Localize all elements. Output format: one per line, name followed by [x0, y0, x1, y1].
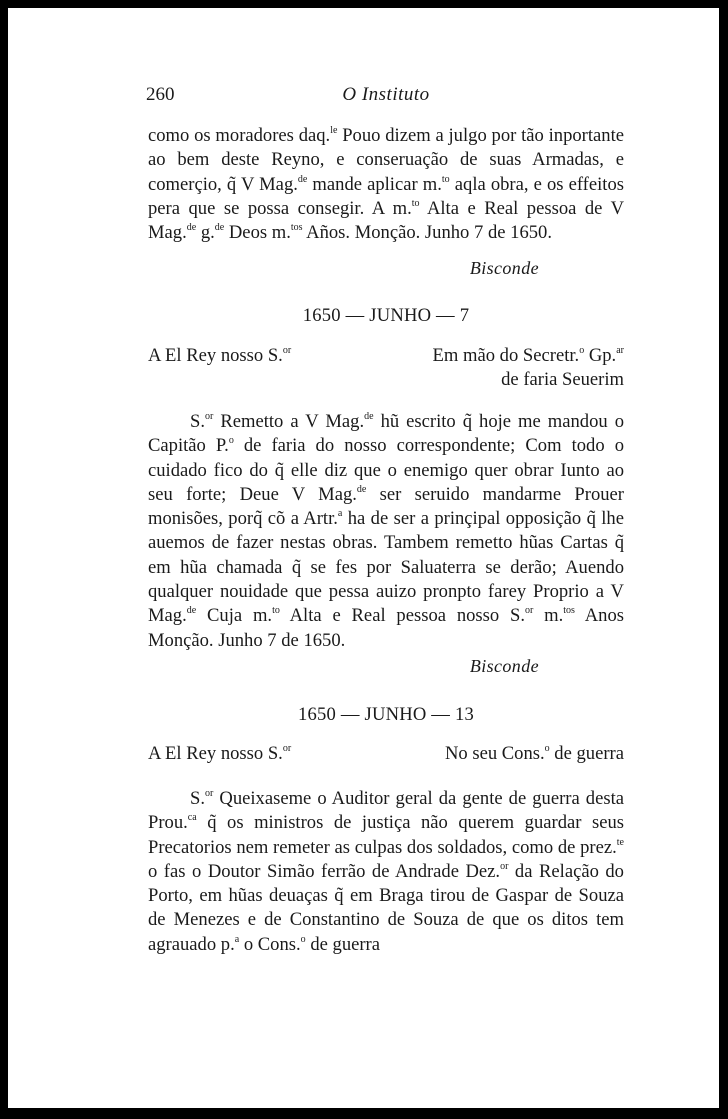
running-title: O Instituto	[342, 84, 430, 105]
date-heading-2: 1650 — JUNHO — 13	[298, 704, 474, 725]
signature-2: Bisconde	[469, 656, 539, 676]
page-header	[146, 84, 626, 110]
delivery-note-1: Em mão do Secretr.$^o$ Gp.$^{ar}$ de faria Seuerim	[432, 345, 624, 390]
letter-3-body	[148, 787, 624, 957]
address-row-1	[148, 344, 624, 394]
date-heading-1: 1650 — JUNHO — 7	[302, 305, 470, 326]
delivery-note-2: No seu Cons.$^o$ de guerra	[444, 743, 624, 764]
letter-1-paragraph: como os moradores daq.$^{le}$ Pouo dizem a julgo por tão inportante ao bem deste Reyno, e conseruação de suas Armadas, e comerçio, q̃ V Mag.$^{de}$ mande aplicar m.$^{to}$ aqla obra, e os effeitos pera que se possa consegir. A m.$^{to}$ Alta e Real pessoa de V Mag.$^{de}$ g.$^{de}$ Deos m.$^{tos}$ Años. Monção. Junho 7 de 1650.	[148, 125, 625, 244]
letter-2-body	[148, 410, 624, 653]
letter-3-paragraph: S.$^{or}$ Queixaseme o Auditor geral da gente de guerra desta Prou.$^{ca}$ q̃ os ministros de justiça não querem guardar seus Precatorios nem remeter as culpas dos soldados, como de prez.$^{te}$ o fas o Doutor Simão ferrão de Andrade Dez.$^{or}$ da Relação do Porto, em hũas deuaças q̃ em Braga tirou de Gaspar de Souza de Menezes e de Constantino de Souza de que os ditos tem agrauado p.$^a$ o Cons.$^o$ de guerra	[148, 788, 624, 955]
page	[8, 8, 719, 1108]
signature-1: Bisconde	[469, 258, 539, 278]
addressee-1: A El Rey nosso S.$^{or}$	[148, 345, 292, 366]
addressee-2: A El Rey nosso S.$^{or}$	[148, 743, 292, 764]
letter-1-body	[148, 124, 624, 245]
letter-2-paragraph: S.$^{or}$ Remetto a V Mag.$^{de}$ hũ escrito q̃ hoje me mandou o Capitão P.$^o$ de faria do nosso correspondente; Com todo o cuidado fico do q̃ elle diz que o enemigo quer obrar Iunto ao seu forte; Deue V Mag.$^{de}$ ser seruido mandarme Prouer monisões, porq̃ cõ a Artr.$^a$ ha de ser a prinçipal opposição q̃ lhe auemos de fazer nestas obras. Tambem remetto hũas Cartas q̃ em hũa chamada q̃ se fes por Saluaterra se derão; Auendo qualquer nouidade que pessa auizo pronpto farey Proprio a V Mag.$^{de}$ Cuja m.$^{to}$ Alta e Real pessoa nosso S.$^{or}$ m.$^{tos}$ Anos Monção. Junho 7 de 1650.	[148, 411, 624, 651]
page-number: 260	[146, 84, 175, 105]
address-row-2	[148, 742, 624, 768]
